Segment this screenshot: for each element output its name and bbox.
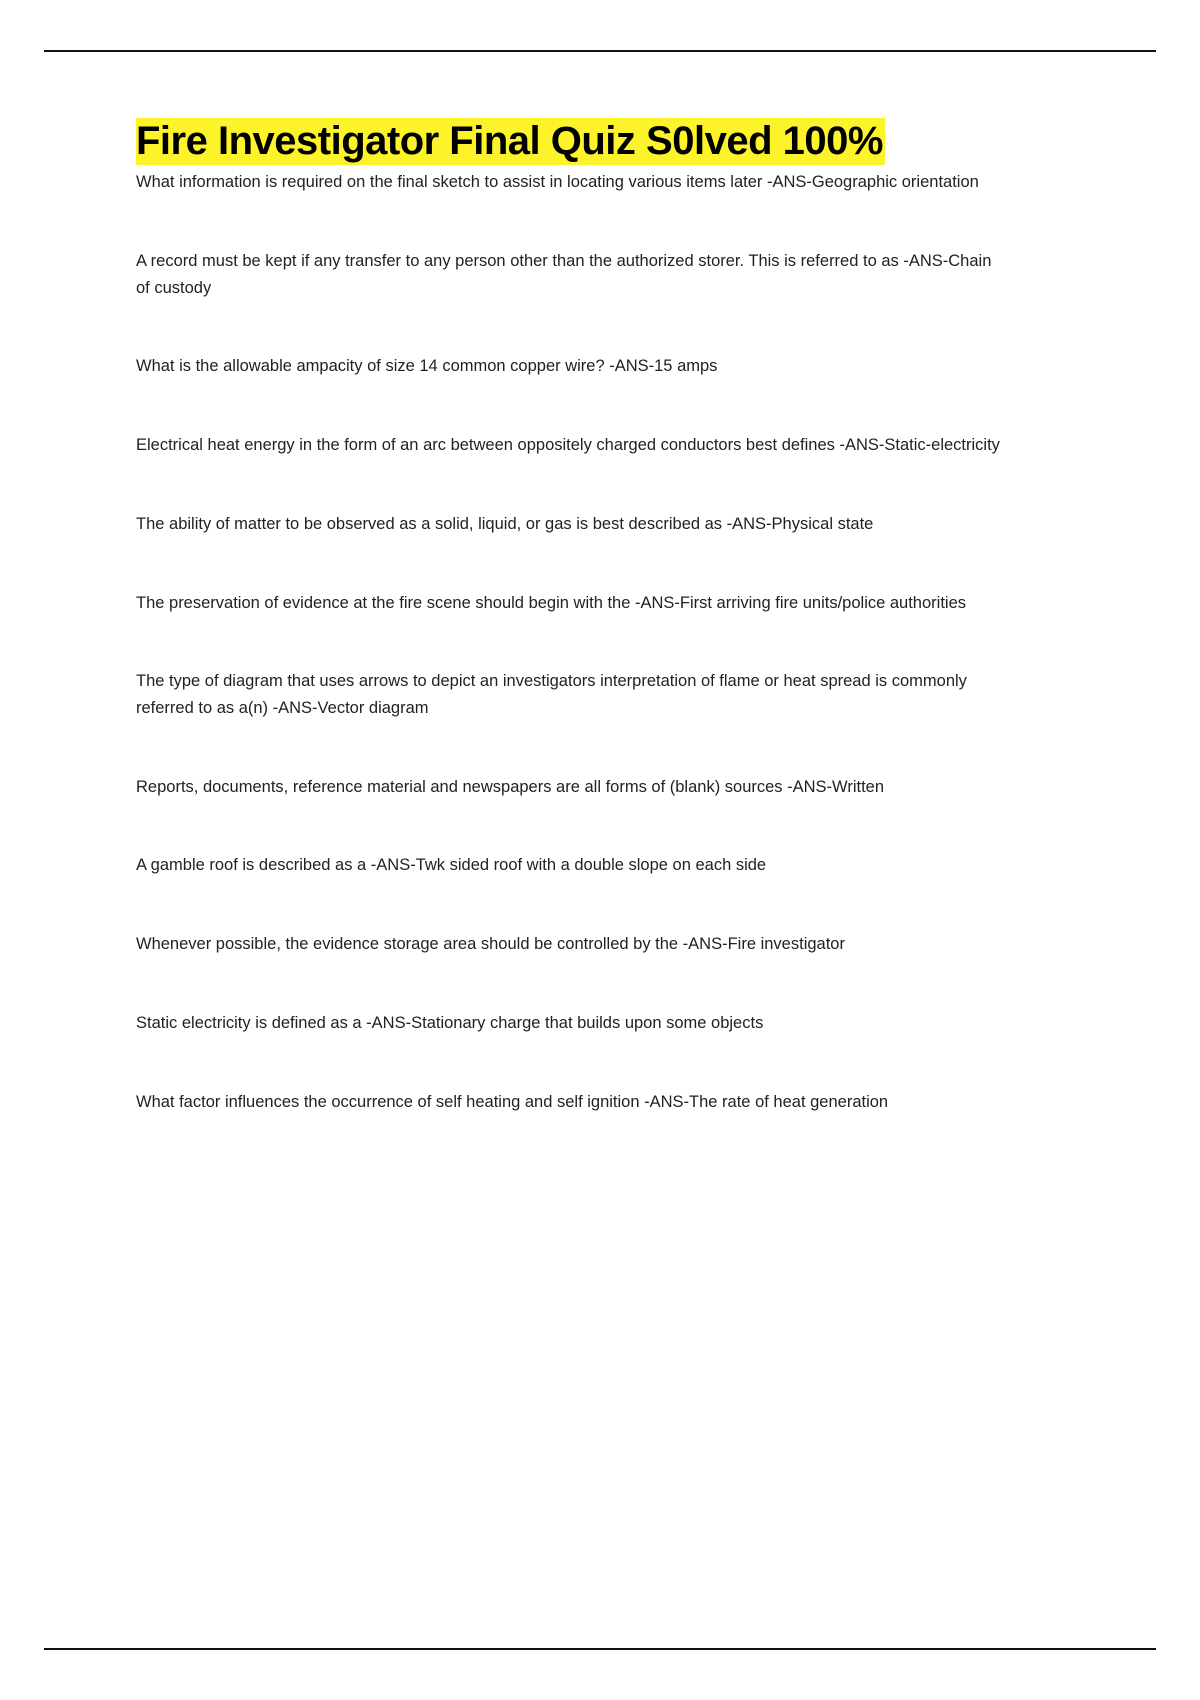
- qa-item: What factor influences the occurrence of self heating and self ignition -ANS-The rate of heat generation: [136, 1092, 889, 1111]
- qa-item: What is the allowable ampacity of size 14 common copper wire? -ANS-15 amps: [136, 357, 718, 376]
- qa-item: Static electricity is defined as a -ANS-Stationary charge that builds upon some objects: [136, 1013, 764, 1032]
- qa-item: A gamble roof is described as a -ANS-Twk sided roof with a double slope on each side: [136, 856, 767, 875]
- qa-item: The preservation of evidence at the fire scene should begin with the -ANS-First arriving fire units/police authorities: [136, 593, 966, 612]
- qa-item: What information is required on the final sketch to assist in locating various items later -ANS-Geographic orientation: [136, 173, 979, 192]
- qa-item: Electrical heat energy in the form of an arc between oppositely charged conductors best defines -ANS-Static-electricity: [136, 436, 1000, 455]
- header-divider: [44, 50, 1156, 52]
- document-content: [136, 118, 1016, 1115]
- page-title: Fire Investigator Final Quiz S0lved 100%: [136, 118, 885, 165]
- footer-divider: [44, 1648, 1156, 1650]
- qa-item: The ability of matter to be observed as a solid, liquid, or gas is best described as -ANS-Physical state: [136, 514, 874, 533]
- qa-item: Reports, documents, reference material and newspapers are all forms of (blank) sources -ANS-Written: [136, 777, 885, 796]
- qa-item: A record must be kept if any transfer to any person other than the authorized storer. This is referred to as -ANS-Chain of custody: [136, 251, 992, 297]
- qa-item: The type of diagram that uses arrows to depict an investigators interpretation of flame or heat spread is commonly referred to as a(n) -ANS-Vector diagram: [136, 672, 967, 717]
- qa-list: [136, 169, 1016, 1115]
- qa-item: Whenever possible, the evidence storage area should be controlled by the -ANS-Fire investigator: [136, 935, 845, 954]
